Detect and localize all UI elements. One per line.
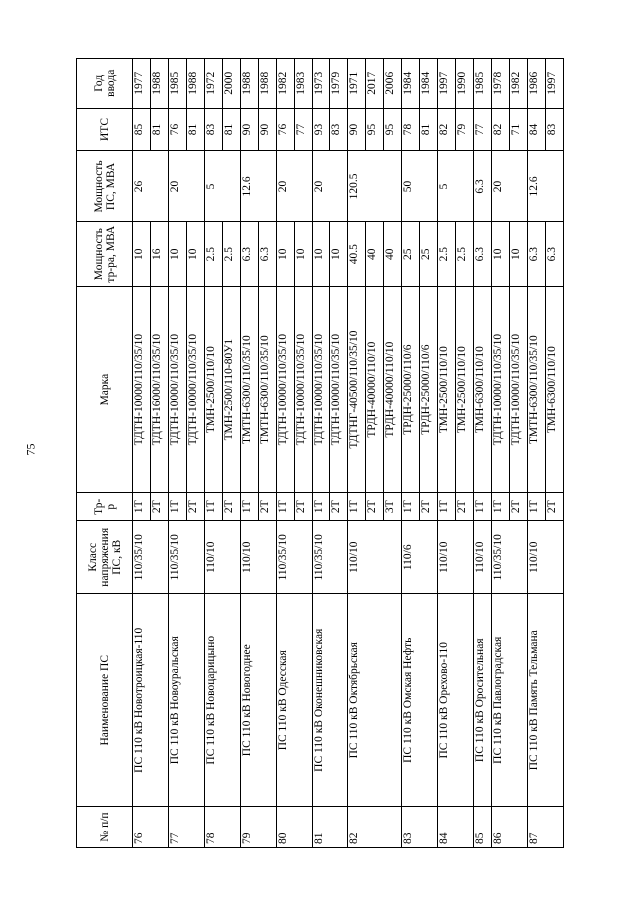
cell-brand: ТМТН-6300/110/35/10 [240,286,258,492]
cell-tr-power: 25 [402,222,420,286]
cell-its: 82 [438,108,456,151]
cell-its: 76 [168,108,186,151]
rotated-table-container [76,58,564,848]
cell-ps-power: 6.3 [474,151,492,222]
cell-its: 81 [150,108,168,151]
cell-year: 1990 [456,59,474,109]
cell-brand: ТМН-6300/110/10 [545,286,563,492]
table-row [240,59,258,848]
cell-transformer: 1Т [240,493,258,521]
cell-num: 82 [348,807,402,848]
table-row [527,59,545,848]
cell-name: ПС 110 кВ Орехово-110 [438,594,474,807]
cell-brand: ТДТН-10000/110/35/10 [168,286,186,492]
cell-transformer: 1Т [276,493,294,521]
cell-brand: ТРДН-25000/110/6 [420,286,438,492]
cell-tr-power: 25 [420,222,438,286]
cell-brand: ТМН-2500/110-80У1 [222,286,240,492]
cell-num: 87 [527,807,563,848]
cell-transformer: 1Т [527,493,545,521]
cell-its: 71 [510,108,528,151]
cell-tr-power: 6.3 [527,222,545,286]
cell-num: 80 [276,807,312,848]
cell-its: 90 [348,108,366,151]
cell-brand: ТМН-2500/110/10 [438,286,456,492]
cell-num: 85 [474,807,492,848]
cell-transformer: 1Т [402,493,420,521]
table-row [402,59,420,848]
cell-voltage-class: 110/10 [527,521,563,594]
cell-num: 76 [133,807,169,848]
header-tr-power: Мощность тр-ра, МВА [77,222,133,286]
cell-year: 1983 [294,59,312,109]
cell-brand: ТДТН-10000/110/35/10 [492,286,510,492]
cell-transformer: 2Т [456,493,474,521]
cell-num: 83 [402,807,438,848]
cell-name: ПС 110 кВ Новогоднее [240,594,276,807]
cell-num: 77 [168,807,204,848]
cell-brand: ТРДН-40000/110/10 [366,286,384,492]
table-row [312,59,330,848]
cell-tr-power: 10 [510,222,528,286]
cell-year: 1985 [168,59,186,109]
cell-voltage-class: 110/10 [240,521,276,594]
cell-tr-power: 2.5 [204,222,222,286]
cell-ps-power: 20 [276,151,312,222]
cell-tr-power: 6.3 [545,222,563,286]
cell-tr-power: 10 [276,222,294,286]
cell-year: 1988 [258,59,276,109]
cell-voltage-class: 110/35/10 [168,521,204,594]
cell-num: 84 [438,807,474,848]
cell-tr-power: 6.3 [240,222,258,286]
cell-ps-power: 5 [438,151,474,222]
cell-its: 90 [240,108,258,151]
cell-its: 81 [420,108,438,151]
cell-brand: ТДТН-10000/110/35/10 [294,286,312,492]
cell-tr-power: 10 [168,222,186,286]
cell-transformer: 2Т [258,493,276,521]
cell-brand: ТДТН-16000/110/35/10 [150,286,168,492]
substations-table [76,58,564,848]
header-voltage-class: Класс напряжения ПС, кВ [77,521,133,594]
cell-transformer: 1Т [133,493,151,521]
cell-name: ПС 110 кВ Оконешниковская [312,594,348,807]
cell-voltage-class: 110/10 [474,521,492,594]
cell-tr-power: 40.5 [348,222,366,286]
cell-its: 84 [527,108,545,151]
cell-transformer: 2Т [545,493,563,521]
cell-its: 83 [545,108,563,151]
cell-year: 1988 [186,59,204,109]
cell-year: 1982 [510,59,528,109]
table-body [133,59,564,848]
cell-ps-power: 50 [402,151,438,222]
cell-brand: ТМН-2500/110/10 [204,286,222,492]
cell-brand: ТМТН-6300/110/35/10 [258,286,276,492]
cell-name: ПС 110 кВ Новоцарицыно [204,594,240,807]
table-row [276,59,294,848]
header-year: Год ввода [77,59,133,109]
cell-its: 95 [384,108,402,151]
table-row [492,59,510,848]
cell-ps-power: 20 [492,151,528,222]
cell-year: 1986 [527,59,545,109]
header-ps-power: Мощность ПС, МВА [77,151,133,222]
cell-brand: ТДТН-10000/110/35/10 [276,286,294,492]
cell-tr-power: 2.5 [222,222,240,286]
cell-voltage-class: 110/6 [402,521,438,594]
cell-its: 76 [276,108,294,151]
cell-name: ПС 110 кВ Павлоградская [492,594,528,807]
cell-year: 1988 [240,59,258,109]
cell-tr-power: 2.5 [456,222,474,286]
cell-transformer: 2Т [330,493,348,521]
cell-year: 1988 [150,59,168,109]
cell-num: 81 [312,807,348,848]
cell-brand: ТДТН-10000/110/35/10 [510,286,528,492]
cell-name: ПС 110 кВ Октябрьская [348,594,402,807]
cell-ps-power: 20 [168,151,204,222]
cell-its: 81 [186,108,204,151]
cell-ps-power: 26 [133,151,169,222]
header-num: № п/п [77,807,133,848]
cell-year: 1982 [276,59,294,109]
cell-voltage-class: 110/35/10 [312,521,348,594]
cell-brand: ТДТН-10000/110/35/10 [312,286,330,492]
cell-voltage-class: 110/35/10 [276,521,312,594]
cell-year: 1971 [348,59,366,109]
cell-its: 77 [474,108,492,151]
cell-brand: ТДТН-10000/110/35/10 [133,286,151,492]
cell-year: 2017 [366,59,384,109]
cell-tr-power: 16 [150,222,168,286]
cell-brand: ТДТН-10000/110/35/10 [330,286,348,492]
cell-tr-power: 40 [366,222,384,286]
cell-name: ПС 110 кВ Одесская [276,594,312,807]
cell-brand: ТМТН-6300/110/35/10 [527,286,545,492]
cell-year: 1972 [204,59,222,109]
cell-transformer: 1Т [312,493,330,521]
table-row [474,59,492,848]
cell-transformer: 1Т [492,493,510,521]
cell-tr-power: 2.5 [438,222,456,286]
cell-tr-power: 10 [294,222,312,286]
page-number: 75 [23,443,38,456]
cell-transformer: 1Т [474,493,492,521]
table-row [204,59,222,848]
cell-transformer: 2Т [222,493,240,521]
cell-name: ПС 110 кВ Новоуральская [168,594,204,807]
cell-its: 79 [456,108,474,151]
cell-year: 1984 [420,59,438,109]
cell-tr-power: 10 [186,222,204,286]
cell-tr-power: 40 [384,222,402,286]
cell-ps-power: 5 [204,151,240,222]
cell-year: 1979 [330,59,348,109]
cell-voltage-class: 110/10 [438,521,474,594]
cell-its: 95 [366,108,384,151]
cell-ps-power: 20 [312,151,348,222]
cell-its: 90 [258,108,276,151]
cell-its: 82 [492,108,510,151]
cell-brand: ТДТН-10000/110/35/10 [186,286,204,492]
cell-transformer: 2Т [510,493,528,521]
cell-year: 1985 [474,59,492,109]
header-its: ИТС [77,108,133,151]
cell-voltage-class: 110/10 [204,521,240,594]
cell-its: 83 [204,108,222,151]
cell-tr-power: 10 [330,222,348,286]
cell-year: 1997 [438,59,456,109]
cell-its: 78 [402,108,420,151]
header-brand: Марка [77,286,133,492]
table-row [348,59,366,848]
cell-its: 93 [312,108,330,151]
cell-voltage-class: 110/35/10 [492,521,528,594]
cell-brand: ТДТНГ-40500/110/35/10 [348,286,366,492]
cell-transformer: 2Т [294,493,312,521]
cell-transformer: 1Т [438,493,456,521]
cell-tr-power: 10 [312,222,330,286]
cell-voltage-class: 110/35/10 [133,521,169,594]
cell-transformer: 2Т [420,493,438,521]
cell-ps-power: 120.5 [348,151,402,222]
cell-transformer: 2Т [150,493,168,521]
cell-year: 2006 [384,59,402,109]
cell-transformer: 1Т [348,493,366,521]
cell-its: 83 [330,108,348,151]
cell-name: ПС 110 кВ Новотроицкая-110 [133,594,169,807]
cell-num: 86 [492,807,528,848]
cell-tr-power: 10 [492,222,510,286]
cell-tr-power: 6.3 [258,222,276,286]
cell-year: 1978 [492,59,510,109]
cell-num: 79 [240,807,276,848]
table-row [438,59,456,848]
cell-name: ПС 110 кВ Омская Нефть [402,594,438,807]
cell-its: 85 [133,108,151,151]
header-row [77,59,133,848]
cell-ps-power: 12.6 [240,151,276,222]
cell-ps-power: 12.6 [527,151,563,222]
cell-year: 1977 [133,59,151,109]
cell-name: ПС 110 кВ Память Тельмана [527,594,563,807]
cell-year: 2000 [222,59,240,109]
cell-voltage-class: 110/10 [348,521,402,594]
cell-brand: ТМН-6300/110/10 [474,286,492,492]
cell-its: 81 [222,108,240,151]
cell-year: 1984 [402,59,420,109]
cell-brand: ТМН-2500/110/10 [456,286,474,492]
header-transformer: Тр-р [77,493,133,521]
cell-num: 78 [204,807,240,848]
cell-transformer: 3Т [384,493,402,521]
table-row [168,59,186,848]
cell-its: 77 [294,108,312,151]
cell-transformer: 2Т [366,493,384,521]
cell-name: ПС 110 кВ Оросительная [474,594,492,807]
cell-year: 1997 [545,59,563,109]
cell-tr-power: 6.3 [474,222,492,286]
cell-year: 1973 [312,59,330,109]
table-row [133,59,151,848]
cell-brand: ТРДН-40000/110/10 [384,286,402,492]
cell-tr-power: 10 [133,222,151,286]
cell-brand: ТРДН-25000/110/6 [402,286,420,492]
header-name: Наименование ПС [77,594,133,807]
cell-transformer: 2Т [186,493,204,521]
cell-transformer: 1Т [168,493,186,521]
cell-transformer: 1Т [204,493,222,521]
